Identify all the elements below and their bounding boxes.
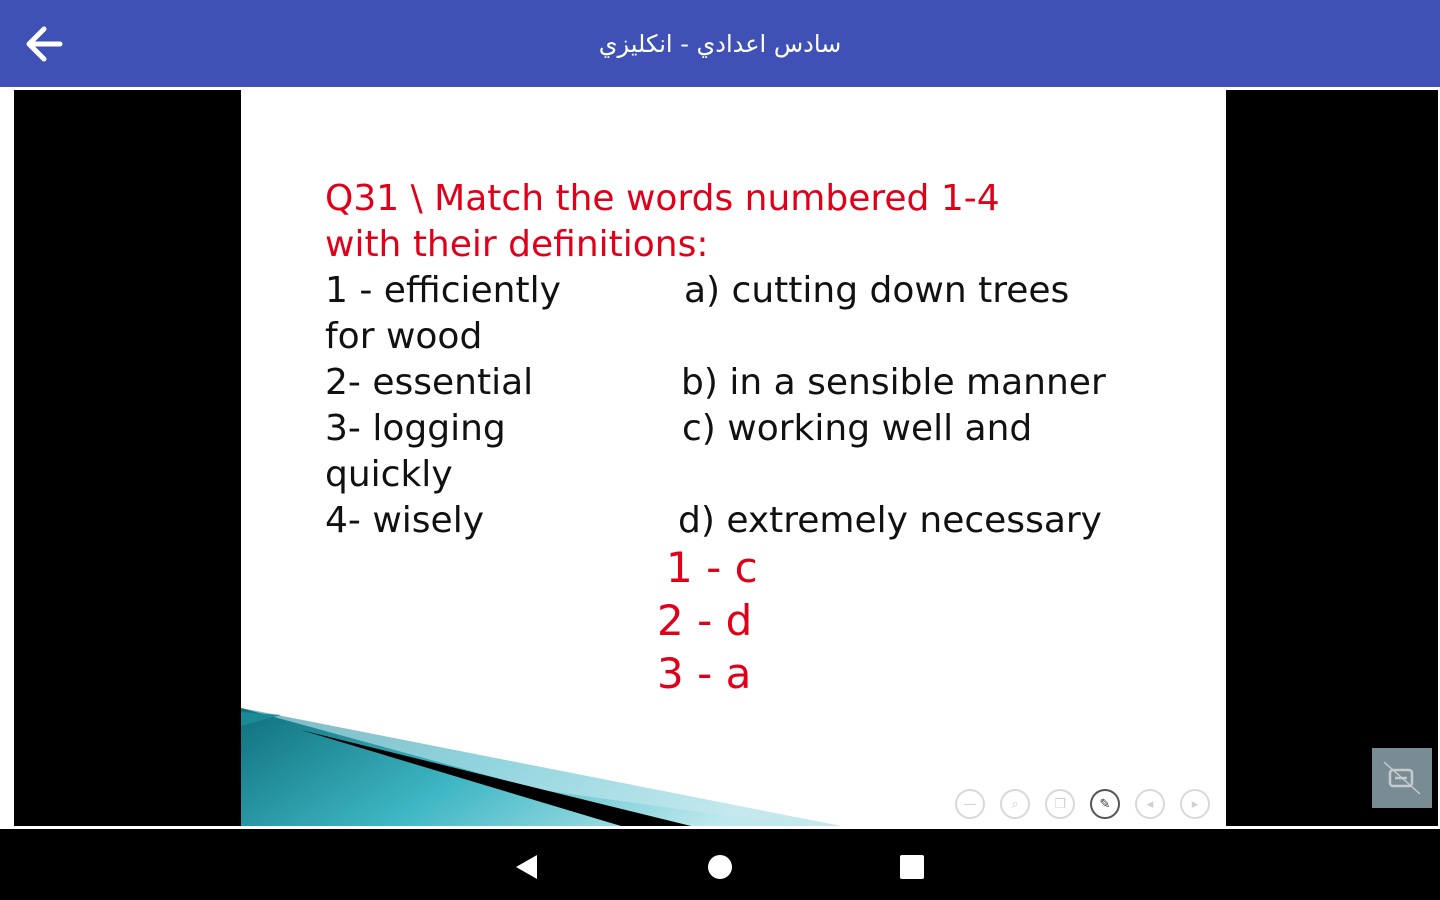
definition-b: b) in a sensible manner <box>681 362 1106 403</box>
copy-icon[interactable]: ❐ <box>1045 789 1075 819</box>
pen-off-icon[interactable]: ✎ <box>1090 789 1120 819</box>
home-circle-icon <box>707 854 733 880</box>
cast-button[interactable] <box>1372 748 1432 808</box>
slide-toolbar <box>955 789 1210 819</box>
word-1-continued: for wood <box>325 316 483 357</box>
word-1: 1 - efficiently <box>325 270 561 311</box>
definition-c-continued: quickly <box>325 454 453 495</box>
back-triangle-icon <box>513 853 539 881</box>
minus-circle-icon[interactable]: — <box>955 789 985 819</box>
word-3: 3- logging <box>325 408 506 449</box>
app-bar <box>0 0 1440 87</box>
audio-icon[interactable]: ◂ <box>1135 789 1165 819</box>
question-line-1: Q31 \ Match the words numbered 1-4 <box>325 178 1000 219</box>
definition-d: d) extremely necessary <box>678 500 1102 541</box>
answer-1: 1 - c <box>666 543 758 592</box>
definition-c: c) working well and <box>682 408 1033 449</box>
question-line-2: with their definitions: <box>325 224 709 265</box>
app-title: سادس اعدادي - انكليزي <box>598 30 842 58</box>
word-4: 4- wisely <box>325 500 484 541</box>
slide-viewer <box>0 87 1440 829</box>
slide[interactable] <box>241 90 1226 826</box>
nav-back-button[interactable] <box>508 849 544 885</box>
definition-a: a) cutting down trees <box>684 270 1070 311</box>
cast-screen-icon <box>1382 758 1422 798</box>
recents-square-icon <box>899 854 925 880</box>
zoom-icon[interactable]: ⌕ <box>1000 789 1030 819</box>
nav-home-button[interactable] <box>702 849 738 885</box>
system-nav-bar <box>0 829 1440 900</box>
answer-2: 2 - d <box>657 596 753 645</box>
word-2: 2- essential <box>325 362 534 403</box>
question-title <box>325 176 1145 268</box>
answer-3: 3 - a <box>657 649 752 698</box>
nav-recents-button[interactable] <box>894 849 930 885</box>
next-icon[interactable]: ▸ <box>1180 789 1210 819</box>
